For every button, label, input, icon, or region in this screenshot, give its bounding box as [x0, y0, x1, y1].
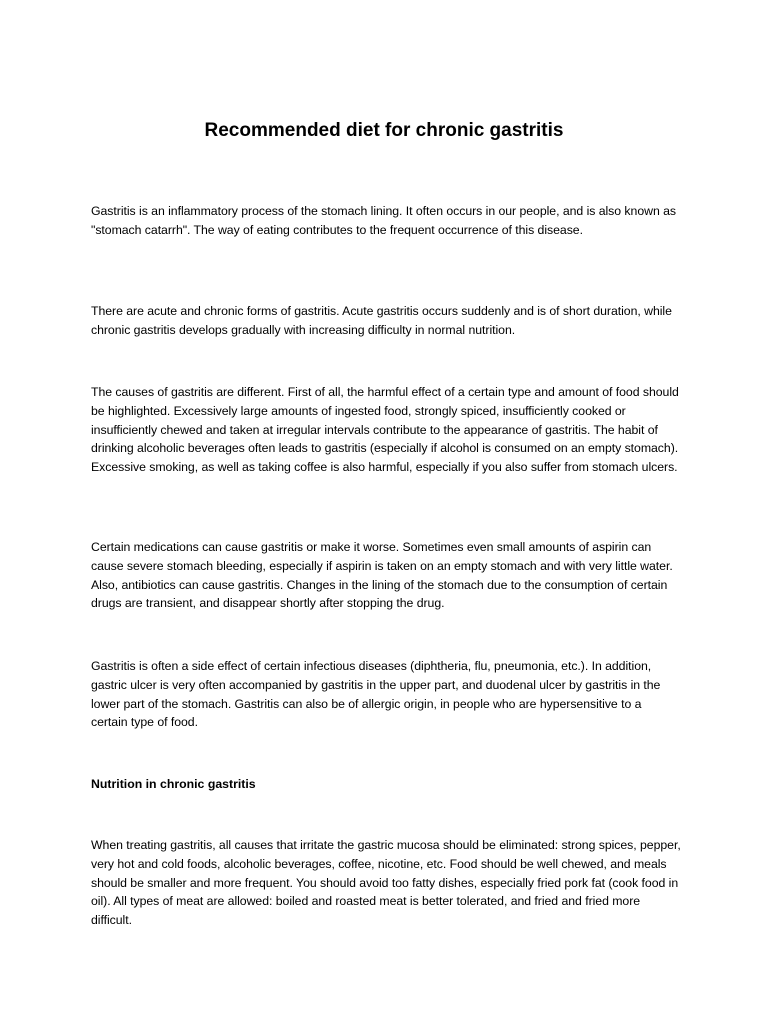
paragraph-definition: Gastritis is an inflammatory process of the stomach lining. It often occurs in our people, and is also known as "stomach catarrh". The way of eating contributes to the frequent occurrence of this disease.: [91, 204, 676, 237]
section-heading-nutrition: Nutrition in chronic gastritis: [91, 777, 256, 791]
paragraph-medications: Certain medications can cause gastritis or make it worse. Sometimes even small amounts of aspirin can cause severe stomach bleeding, especially if aspirin is taken on an empty stomach and with very little water. Also, antibiotics can cause gastritis. Changes in the lining of the stomach due to the consumption of certain drugs are transient, and disappear shortly after stopping the drug.: [91, 540, 673, 611]
paragraph-forms: There are acute and chronic forms of gastritis. Acute gastritis occurs suddenly and is of short duration, while chronic gastritis develops gradually with increasing difficulty in normal nutrition.: [91, 304, 672, 337]
document-title: Recommended diet for chronic gastritis: [204, 120, 564, 141]
paragraph-causes: The causes of gastritis are different. First of all, the harmful effect of a certain type and amount of food should be highlighted. Excessively large amounts of ingested food, strongly spiced, insufficiently cooked or insufficiently chewed and taken at irregular intervals contribute to the appearance of gastritis. The habit of drinking alcoholic beverages often leads to gastritis (especially if alcohol is consumed on an empty stomach). Excessive smoking, as well as taking coffee is also harmful, especially if you also suffer from stomach ulcers.: [91, 385, 679, 475]
paragraph-infectious-diseases: Gastritis is often a side effect of certain infectious diseases (diphtheria, flu, pneumonia, etc.). In addition, gastric ulcer is very often accompanied by gastritis in the upper part, and duodenal ulcer by gastritis in the lower part of the stomach. Gastritis can also be of allergic origin, in people who are hypersensitive to a certain type of food.: [91, 659, 661, 730]
paragraph-nutrition: When treating gastritis, all causes that irritate the gastric mucosa should be eliminated: strong spices, pepper, very hot and cold foods, alcoholic beverages, coffee, nicotine, etc. Food should be well chewed, and meals should be smaller and more frequent. You should avoid too fatty dishes, especially fried pork fat (cook food in oil). All types of meat are allowed: boiled and roasted meat is better tolerated, and fried and fried more difficult.: [91, 838, 681, 928]
